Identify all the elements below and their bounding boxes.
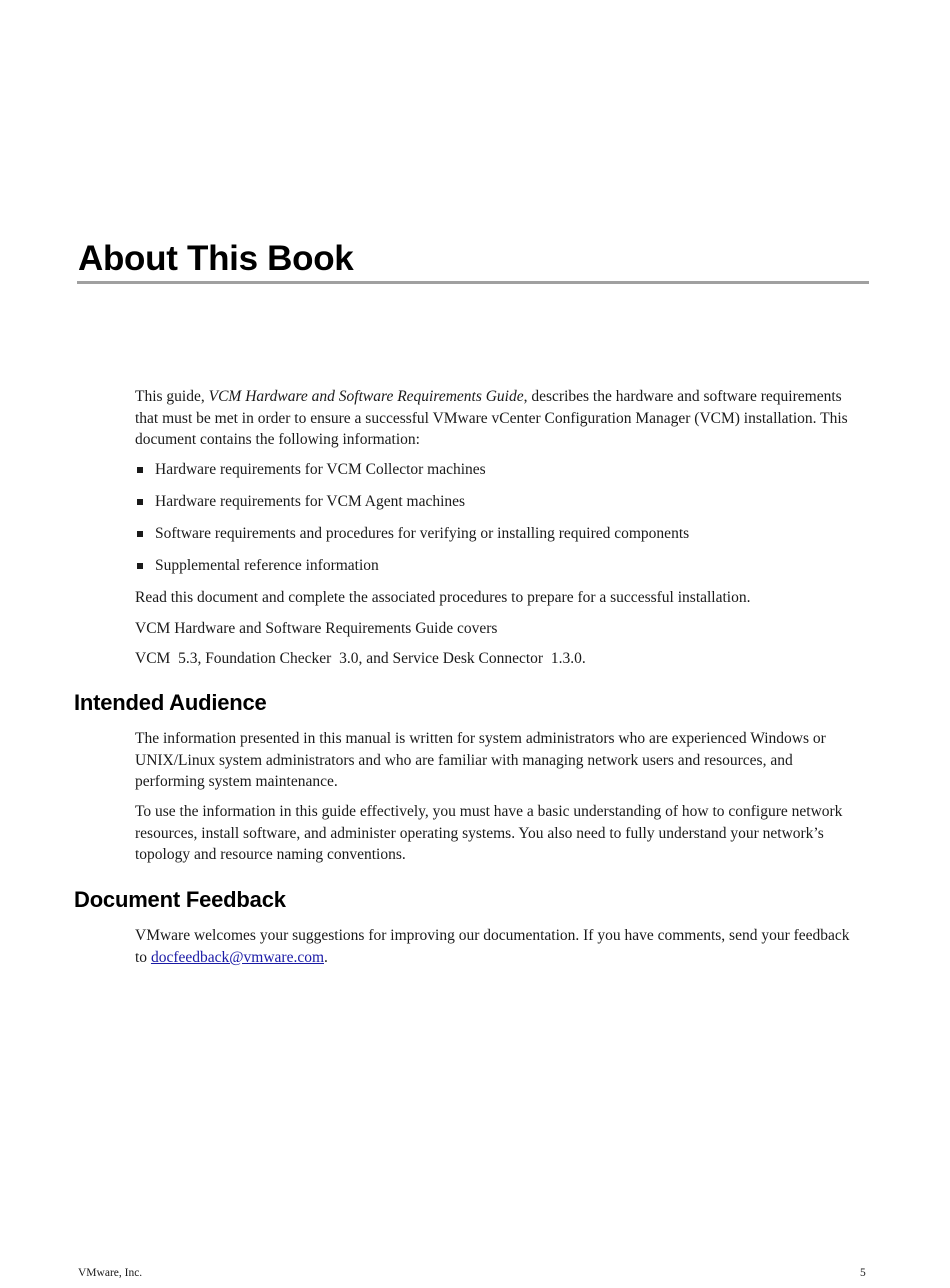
list-item	[135, 491, 855, 523]
page-number: 5	[860, 1267, 866, 1279]
guide-title: VCM Hardware and Software Requirements Guide	[208, 388, 524, 405]
feedback-period: .	[324, 948, 328, 966]
intended-audience-heading: Intended Audience	[74, 690, 267, 715]
versions-line: VCM 5.3, Foundation Checker 3.0, and Service Desk Connector 1.3.0.	[135, 650, 586, 667]
info-bullet-list	[135, 459, 855, 587]
intro-prefix: This guide,	[135, 388, 209, 405]
feedback-paragraph	[135, 925, 855, 968]
audience-paragraph-1: The information presented in this manual is written for system administrators who are experienced Windows or UNIX/Linux system administrators and who are familiar with managing network users and resources, and performing system maintenance.	[135, 730, 826, 790]
list-item	[135, 555, 855, 587]
bullet-square-icon	[137, 499, 143, 505]
footer-company: VMware, Inc.	[78, 1267, 143, 1279]
page-title: About This Book	[78, 239, 354, 278]
bullet-square-icon	[137, 531, 143, 537]
feedback-text: VMware welcomes your suggestions for improving our documentation. If you have comments, send your feedback to	[135, 927, 850, 966]
list-item-text: Hardware requirements for VCM Agent machines	[155, 493, 466, 510]
list-item	[135, 523, 855, 555]
covers-line: VCM Hardware and Software Requirements Guide covers	[135, 620, 498, 637]
list-item	[135, 459, 855, 491]
title-divider	[77, 281, 869, 284]
intro-suffix: , describes the hardware and software requirements that must be met in order to ensure a successful VMware vCenter Configuration Manager (VCM) installation. This document contains the following information:	[135, 388, 848, 448]
intro-paragraph	[135, 386, 855, 451]
document-feedback-heading: Document Feedback	[74, 887, 286, 912]
bullet-square-icon	[137, 563, 143, 569]
audience-paragraph-2: To use the information in this guide effectively, you must have a basic understanding of how to configure network resources, install software, and administer operating systems. You also need to fully understand your network’s topology and resource naming conventions.	[135, 803, 843, 863]
list-item-text: Software requirements and procedures for verifying or installing required components	[155, 525, 690, 542]
list-item-text: Supplemental reference information	[155, 557, 379, 574]
read-paragraph: Read this document and complete the associated procedures to prepare for a successful installation.	[135, 589, 751, 606]
feedback-email-link[interactable]: docfeedback@vmware.com	[150, 948, 325, 966]
bullet-square-icon	[137, 467, 143, 473]
list-item-text: Hardware requirements for VCM Collector machines	[155, 461, 486, 478]
